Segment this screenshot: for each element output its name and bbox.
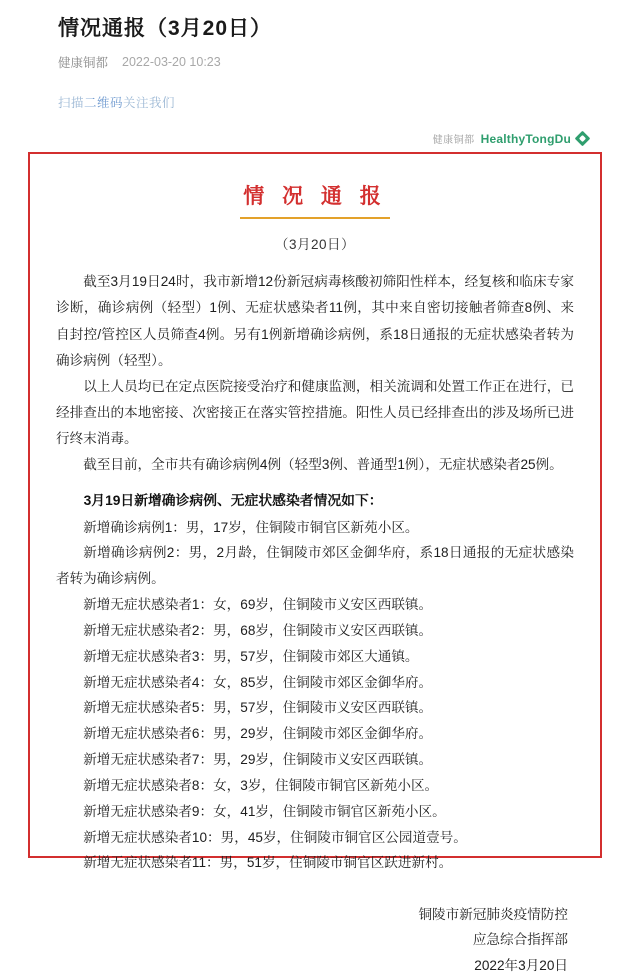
- article-timestamp: 2022-03-20 10:23: [122, 55, 221, 70]
- notice-paragraph: 截至3月19日24时，我市新增12份新冠病毒核酸初筛阳性样本，经复核和临床专家诊断，确诊病例（轻型）1例、无症状感染者11例，其中来自密切接触者筛查8例、来自封控/管控区人员筛查4例。另有1例新增确诊病例，系18日通报的无症状感染者转为确诊病例（轻型）。: [56, 274, 574, 368]
- notice-title: 情 况 通 报: [243, 185, 387, 209]
- article-meta: [18, 43, 612, 71]
- list-item: 新增无症状感染者9：女，41岁，住铜陵市铜官区新苑小区。: [83, 803, 446, 819]
- signature-line: 铜陵市新冠肺炎疫情防控: [418, 907, 568, 923]
- list-item: 新增无症状感染者10：男，45岁，住铜陵市铜官区公园道壹号。: [83, 829, 467, 845]
- qr-prefix-label: 扫描: [58, 96, 85, 111]
- list-item: 新增无症状感染者4：女，85岁，住铜陵市郊区金御华府。: [83, 674, 433, 690]
- brand-name-cn: 健康铜都: [432, 135, 475, 147]
- brand-name-en: HealthyTongDu: [480, 131, 571, 146]
- case-list: [56, 515, 574, 877]
- signature-line: 应急综合指挥部: [472, 932, 568, 948]
- notice-date: （3月20日）: [274, 237, 356, 253]
- list-item: 新增无症状感染者7：男，29岁，住铜陵市义安区西联镇。: [83, 752, 433, 768]
- title-divider: [240, 217, 390, 219]
- signature-block: [56, 902, 574, 977]
- list-item: 新增无症状感染者6：男，29岁，住铜陵市郊区金御华府。: [83, 726, 433, 742]
- list-item: 新增无症状感染者3：男，57岁，住铜陵市郊区大通镇。: [83, 648, 419, 664]
- diamond-logo-icon: [575, 131, 591, 147]
- list-item: 新增无症状感染者8：女，3岁，住铜陵市铜官区新苑小区。: [83, 777, 439, 793]
- qr-code-link[interactable]: 二维码: [84, 96, 124, 111]
- page-title: 情况通报（3月20日）: [58, 17, 273, 40]
- list-item: 新增确诊病例2：男，2月龄，住铜陵市郊区金御华府，系18日通报的无症状感染者转为确诊病例。: [56, 545, 574, 587]
- list-item: 新增无症状感染者5：男，57岁，住铜陵市义安区西联镇。: [83, 700, 433, 716]
- qr-follow-row[interactable]: [18, 71, 612, 111]
- qr-suffix-label: 关注我们: [123, 96, 176, 111]
- notice-paragraph: 截至目前，全市共有确诊病例4例（轻型3例、普通型1例），无症状感染者25例。: [83, 457, 563, 473]
- signature-date: 2022年3月20日: [474, 957, 568, 973]
- list-item: 新增无症状感染者11：男，51岁，住铜陵市铜官区跃进新村。: [83, 855, 453, 871]
- brand-header: [18, 111, 612, 152]
- notice-card: [28, 152, 602, 973]
- list-item: 新增无症状感染者1：女，69岁，住铜陵市义安区西联镇。: [83, 597, 433, 613]
- list-item: 新增确诊病例1：男，17岁，住铜陵市铜官区新苑小区。: [83, 519, 419, 535]
- section-heading: 3月19日新增确诊病例、无症状感染者情况如下：: [83, 493, 383, 509]
- notice-paragraph: 以上人员均已在定点医院接受治疗和健康监测，相关流调和处置工作正在进行，已经排查出的本地密接、次密接正在落实管控措施。阳性人员已经排查出的涉及场所已进行终末消毒。: [56, 378, 574, 446]
- notice-body: [56, 269, 574, 478]
- list-item: 新增无症状感染者2：男，68岁，住铜陵市义安区西联镇。: [83, 622, 433, 638]
- article-source: 健康铜都: [58, 56, 109, 71]
